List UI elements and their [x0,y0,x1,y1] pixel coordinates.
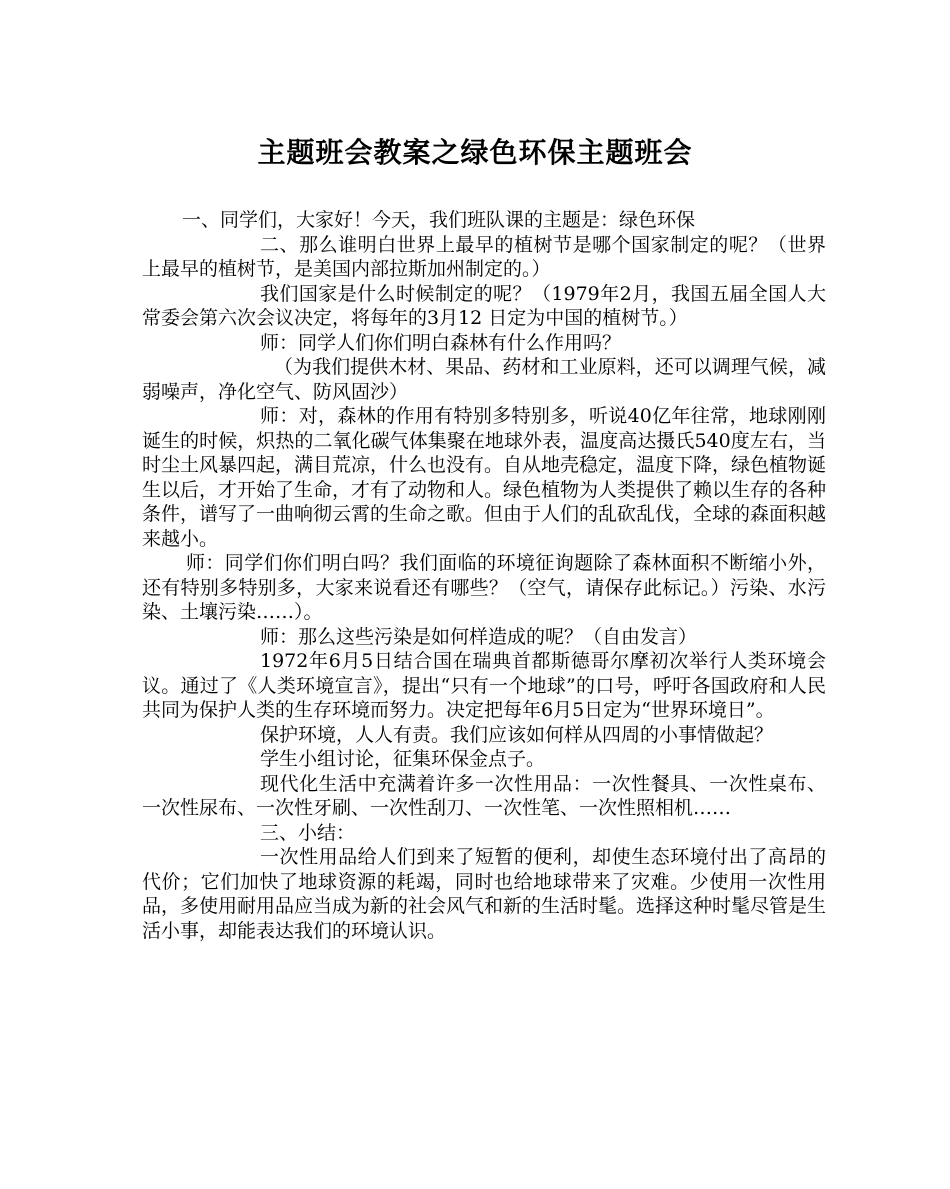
paragraph: 二、那么谁明白世界上最早的植树节是哪个国家制定的呢？（世界上最早的植树节，是美国内部拉斯加州制定的。） [142,233,826,280]
paragraph: （为我们提供木材、果品、药材和工业原料，还可以调理气候，减弱噪声，净化空气、防风固沙） [142,356,826,403]
paragraph: 一次性用品给人们到来了短暂的便利，却使生态环境付出了高昂的代价；它们加快了地球资源的耗竭，同时也给地球带来了灾难。少使用一次性用品，多使用耐用品应当成为新的社会风气和新的生活时髦。选择这种时髦尽管是生活小事，却能表达我们的环境认识。 [142,846,827,942]
paragraph: 师：同学人们你们明白森林有什么作用吗？ [260,331,622,354]
paragraph: 现代化生活中充满着许多一次性用品：一次性餐具、一次性桌布、一次性尿布、一次性牙刷、一次性刮刀、一次性笔、一次性照相机…… [142,772,826,819]
paragraph: 保护环境，人人有责。我们应该如何样从四周的小事情做起？ [260,723,774,746]
document-body [142,208,826,943]
paragraph: 师：那么这些污染是如何样造成的呢？（自由发言） [260,625,698,648]
paragraph: 师：对，森林的作用有特别多特别多，听说40亿年往常，地球刚刚诞生的时候，炽热的二氧化碳气体集聚在地球外表，温度高达摄氏540度左右，当时尘土风暴四起，满目荒凉，什么也没有。自从地壳稳定，温度下降，绿色植物诞生以后，才开始了生命，才有了动物和人。绿色植物为人类提供了赖以生存的各种条件，谱写了一曲响彻云霄的生命之歌。但由于人们的乱砍乱伐，全球的森面积越来越小。 [142,405,827,550]
paragraph: 学生小组讨论，征集环保金点子。 [260,748,546,770]
paragraph: 我们国家是什么时候制定的呢？（1979年2月，我国五届全国人大常委会第六次会议决定，将每年的3月12 日定为中国的植树节。） [142,282,826,329]
paragraph: 师：同学们你们明白吗？我们面临的环境征询题除了森林面积不断缩小外，还有特别多特别多，大家来说看还有哪些？（空气，请保存此标记。）污染、水污染、土壤污染……）。 [142,552,826,623]
paragraph: 1972年6月5日结合国在瑞典首都斯德哥尔摩初次举行人类环境会议。通过了《人类环境宣言》，提出“只有一个地球”的口号，呼吁各国政府和人民共同为保护人类的生存环境而努力。决定把每年6月5日定为“世界环境日”。 [142,650,826,721]
document-title: 主题班会教案之绿色环保主题班会 [257,136,693,169]
paragraph: 一、同学们，大家好！今天，我们班队课的主题是：绿色环保 [182,209,696,231]
paragraph: 三、小结： [260,821,356,844]
